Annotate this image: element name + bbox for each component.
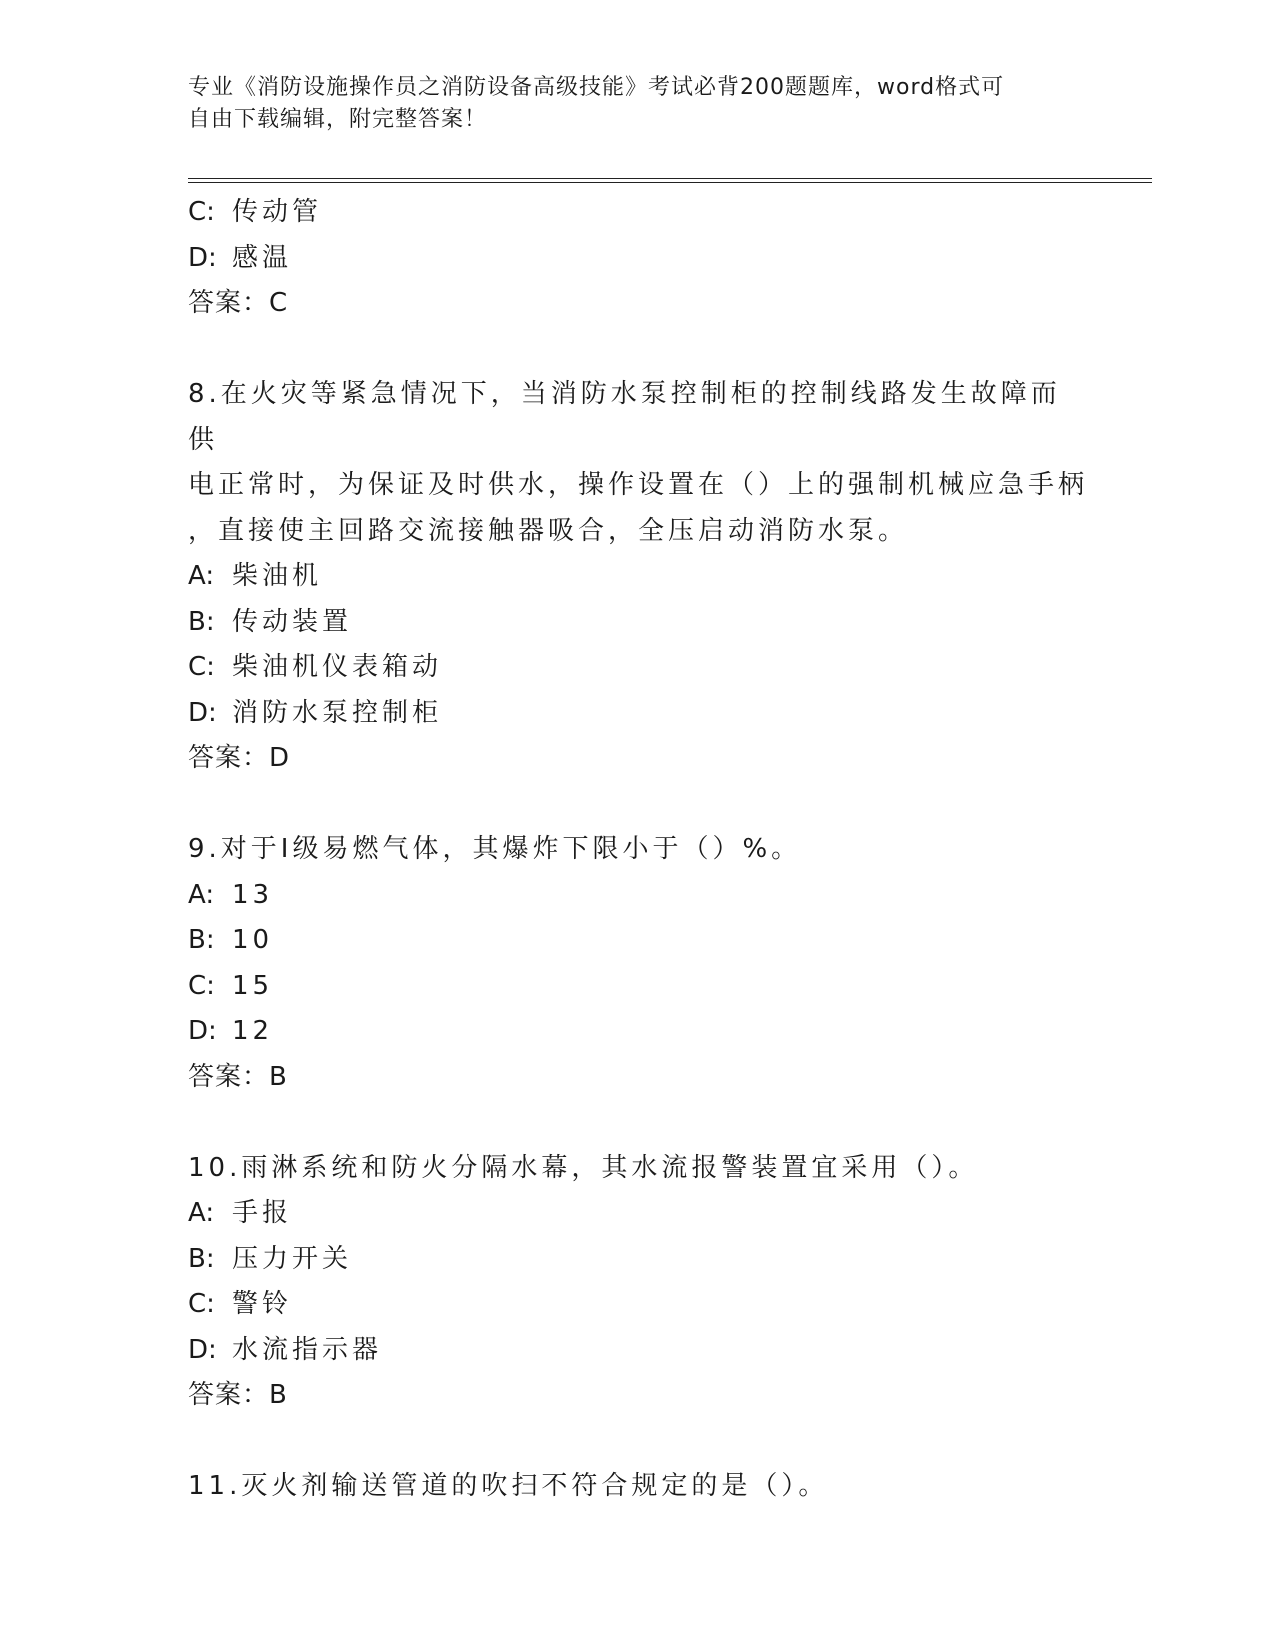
question-text-line: 电正常时，为保证及时供水，操作设置在（）上的强制机械应急手柄 bbox=[188, 470, 1089, 500]
spacer bbox=[188, 1419, 1088, 1465]
question-9 bbox=[188, 827, 1088, 1100]
option-text: 消防水泵控制柜 bbox=[232, 697, 443, 728]
option-key: A: bbox=[188, 561, 215, 591]
answer-line: 答案：B bbox=[188, 1061, 288, 1092]
header-line-2: 自由下载编辑，附完整答案！ bbox=[188, 107, 488, 132]
option-key: C: bbox=[188, 652, 215, 682]
question-11 bbox=[188, 1464, 1088, 1510]
option-d bbox=[188, 1328, 1088, 1374]
option-b bbox=[188, 1237, 1088, 1283]
question-10 bbox=[188, 1146, 1088, 1419]
option-key: D: bbox=[188, 242, 217, 273]
spacer bbox=[188, 782, 1088, 828]
spacer bbox=[188, 1100, 1088, 1146]
option-c bbox=[188, 190, 1088, 236]
option-text: 传动装置 bbox=[232, 606, 353, 637]
option-d bbox=[188, 691, 1088, 737]
option-text: 水流指示器 bbox=[232, 1334, 383, 1365]
option-key: D: bbox=[188, 1016, 217, 1046]
question-text-line: 9.对于Ⅰ级易燃气体，其爆炸下限小于（）%。 bbox=[188, 834, 802, 864]
option-c bbox=[188, 964, 1088, 1010]
option-text: 警铃 bbox=[232, 1289, 293, 1319]
option-text: 10 bbox=[232, 925, 274, 955]
option-text: 15 bbox=[232, 970, 274, 1001]
option-key: B: bbox=[188, 606, 215, 637]
option-text: 柴油机仪表箱动 bbox=[232, 652, 443, 682]
option-key: B: bbox=[188, 1243, 215, 1274]
answer-line: 答案：D bbox=[188, 743, 291, 773]
option-b bbox=[188, 918, 1088, 964]
option-a bbox=[188, 1191, 1088, 1237]
header-line-1: 专业《消防设施操作员之消防设备高级技能》考试必背200题题库，word格式可 bbox=[188, 75, 1005, 100]
option-key: D: bbox=[188, 697, 217, 728]
document-header bbox=[188, 72, 1088, 136]
option-text: 12 bbox=[232, 1016, 274, 1046]
option-key: A: bbox=[188, 1198, 215, 1228]
spacer bbox=[188, 327, 1088, 373]
option-key: A: bbox=[188, 879, 215, 910]
question-text-line: ，直接使主回路交流接触器吸合，全压启动消防水泵。 bbox=[188, 515, 909, 546]
option-text: 手报 bbox=[232, 1198, 293, 1228]
question-list bbox=[188, 190, 1088, 1510]
option-text: 传动管 bbox=[232, 197, 323, 227]
header-divider bbox=[188, 178, 1152, 183]
answer-line: 答案：B bbox=[188, 1380, 288, 1410]
option-key: C: bbox=[188, 1289, 215, 1319]
option-b bbox=[188, 600, 1088, 646]
question-text-line: 11.灭火剂输送管道的吹扫不符合规定的是（）。 bbox=[188, 1471, 829, 1501]
option-a bbox=[188, 873, 1088, 919]
option-text: 压力开关 bbox=[232, 1243, 353, 1274]
option-key: D: bbox=[188, 1334, 217, 1365]
question-text-line: 10.雨淋系统和防火分隔水幕，其水流报警装置宜采用（）。 bbox=[188, 1152, 979, 1183]
option-a bbox=[188, 554, 1088, 600]
option-key: B: bbox=[188, 925, 215, 955]
option-c bbox=[188, 645, 1088, 691]
question-7-tail bbox=[188, 190, 1088, 327]
option-text: 13 bbox=[232, 879, 274, 910]
option-text: 柴油机 bbox=[232, 561, 323, 591]
option-c bbox=[188, 1282, 1088, 1328]
question-8 bbox=[188, 372, 1088, 782]
option-d bbox=[188, 236, 1088, 282]
answer-line: 答案：C bbox=[188, 288, 289, 318]
option-text: 感温 bbox=[232, 242, 293, 273]
option-d bbox=[188, 1009, 1088, 1055]
option-key: C: bbox=[188, 970, 215, 1001]
question-text-line: 8.在火灾等紧急情况下，当消防水泵控制柜的控制线路发生故障而供 bbox=[188, 379, 1061, 455]
option-key: C: bbox=[188, 197, 215, 227]
